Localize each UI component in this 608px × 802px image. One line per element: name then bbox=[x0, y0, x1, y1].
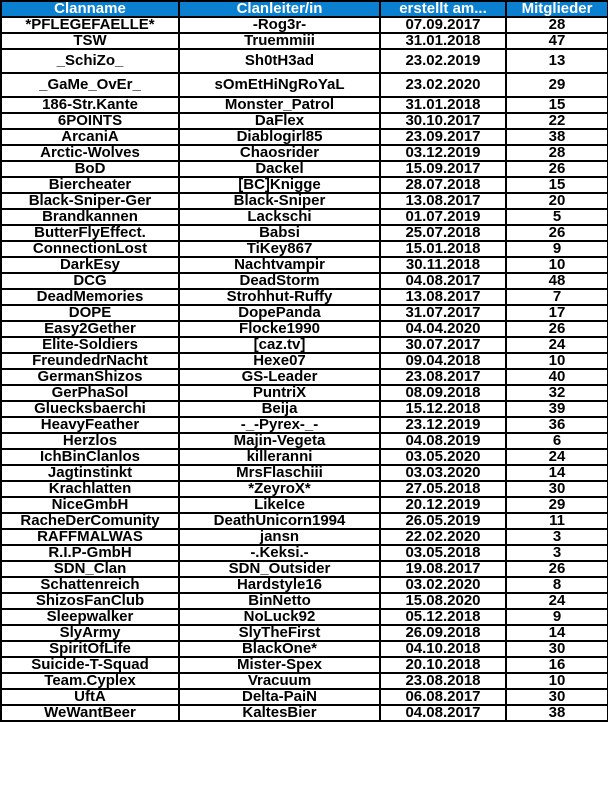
erstellt-cell: 03.05.2018 bbox=[380, 545, 506, 561]
mitglieder-cell: 36 bbox=[506, 417, 608, 433]
clanleiter-cell: KaltesBier bbox=[179, 705, 380, 721]
clanleiter-cell: killeranni bbox=[179, 449, 380, 465]
table-row bbox=[1, 385, 608, 401]
table-row bbox=[1, 465, 608, 481]
mitglieder-cell: 26 bbox=[506, 161, 608, 177]
erstellt-cell: 15.01.2018 bbox=[380, 241, 506, 257]
mitglieder-cell: 32 bbox=[506, 385, 608, 401]
table-row bbox=[1, 113, 608, 129]
erstellt-cell: 15.09.2017 bbox=[380, 161, 506, 177]
mitglieder-cell: 5 bbox=[506, 209, 608, 225]
clanleiter-cell: jansn bbox=[179, 529, 380, 545]
mitglieder-cell: 14 bbox=[506, 465, 608, 481]
table-row bbox=[1, 49, 608, 73]
mitglieder-cell: 30 bbox=[506, 641, 608, 657]
table-row bbox=[1, 17, 608, 33]
table-row bbox=[1, 273, 608, 289]
erstellt-cell: 09.04.2018 bbox=[380, 353, 506, 369]
mitglieder-cell: 28 bbox=[506, 17, 608, 33]
clanname-cell: RacheDerComunity bbox=[1, 513, 179, 529]
clanleiter-cell: SlyTheFirst bbox=[179, 625, 380, 641]
erstellt-cell: 28.07.2018 bbox=[380, 177, 506, 193]
erstellt-cell: 23.08.2018 bbox=[380, 673, 506, 689]
erstellt-cell: 23.12.2019 bbox=[380, 417, 506, 433]
header-clanname: Clanname bbox=[1, 1, 179, 17]
table-row bbox=[1, 353, 608, 369]
table-row bbox=[1, 177, 608, 193]
clanname-cell: SDN_Clan bbox=[1, 561, 179, 577]
mitglieder-cell: 10 bbox=[506, 353, 608, 369]
erstellt-cell: 04.10.2018 bbox=[380, 641, 506, 657]
table-row bbox=[1, 161, 608, 177]
clanname-cell: DOPE bbox=[1, 305, 179, 321]
mitglieder-cell: 22 bbox=[506, 113, 608, 129]
mitglieder-cell: 3 bbox=[506, 545, 608, 561]
mitglieder-cell: 47 bbox=[506, 33, 608, 49]
clanname-cell: NiceGmbH bbox=[1, 497, 179, 513]
erstellt-cell: 15.12.2018 bbox=[380, 401, 506, 417]
clanleiter-cell: -_-Pyrex-_- bbox=[179, 417, 380, 433]
clanleiter-cell: Dackel bbox=[179, 161, 380, 177]
table-row bbox=[1, 689, 608, 705]
clanname-cell: ConnectionLost bbox=[1, 241, 179, 257]
clanname-cell: DCG bbox=[1, 273, 179, 289]
table-row bbox=[1, 449, 608, 465]
clanleiter-cell: MrsFlaschiii bbox=[179, 465, 380, 481]
clanleiter-cell: Sh0tH3ad bbox=[179, 49, 380, 73]
header-row bbox=[1, 1, 608, 17]
clanleiter-cell: Hardstyle16 bbox=[179, 577, 380, 593]
erstellt-cell: 06.08.2017 bbox=[380, 689, 506, 705]
erstellt-cell: 20.12.2019 bbox=[380, 497, 506, 513]
erstellt-cell: 26.09.2018 bbox=[380, 625, 506, 641]
erstellt-cell: 04.08.2019 bbox=[380, 433, 506, 449]
erstellt-cell: 27.05.2018 bbox=[380, 481, 506, 497]
clanname-cell: ArcaniA bbox=[1, 129, 179, 145]
mitglieder-cell: 17 bbox=[506, 305, 608, 321]
table-row bbox=[1, 97, 608, 113]
erstellt-cell: 25.07.2018 bbox=[380, 225, 506, 241]
mitglieder-cell: 20 bbox=[506, 193, 608, 209]
mitglieder-cell: 29 bbox=[506, 497, 608, 513]
erstellt-cell: 30.07.2017 bbox=[380, 337, 506, 353]
clanleiter-cell: -.Keksi.- bbox=[179, 545, 380, 561]
table-row bbox=[1, 609, 608, 625]
erstellt-cell: 31.01.2018 bbox=[380, 97, 506, 113]
clanleiter-cell: LikeIce bbox=[179, 497, 380, 513]
mitglieder-cell: 10 bbox=[506, 257, 608, 273]
erstellt-cell: 04.04.2020 bbox=[380, 321, 506, 337]
clanname-cell: Gluecksbaerchi bbox=[1, 401, 179, 417]
clanleiter-cell: Babsi bbox=[179, 225, 380, 241]
clanname-cell: SpiritOfLife bbox=[1, 641, 179, 657]
mitglieder-cell: 14 bbox=[506, 625, 608, 641]
clanname-cell: Schattenreich bbox=[1, 577, 179, 593]
clanname-cell: _SchiZo_ bbox=[1, 49, 179, 73]
clanname-cell: ButterFlyEffect. bbox=[1, 225, 179, 241]
erstellt-cell: 03.12.2019 bbox=[380, 145, 506, 161]
erstellt-cell: 22.02.2020 bbox=[380, 529, 506, 545]
table-row bbox=[1, 73, 608, 97]
clanname-cell: 6POINTS bbox=[1, 113, 179, 129]
erstellt-cell: 04.08.2017 bbox=[380, 705, 506, 721]
mitglieder-cell: 38 bbox=[506, 129, 608, 145]
clanleiter-cell: DeadStorm bbox=[179, 273, 380, 289]
mitglieder-cell: 10 bbox=[506, 673, 608, 689]
header-mitglieder: Mitglieder bbox=[506, 1, 608, 17]
mitglieder-cell: 8 bbox=[506, 577, 608, 593]
erstellt-cell: 03.02.2020 bbox=[380, 577, 506, 593]
clanname-cell: Herzlos bbox=[1, 433, 179, 449]
erstellt-cell: 23.02.2020 bbox=[380, 73, 506, 97]
mitglieder-cell: 30 bbox=[506, 481, 608, 497]
table-row bbox=[1, 209, 608, 225]
clanleiter-cell: BinNetto bbox=[179, 593, 380, 609]
clanname-cell: SlyArmy bbox=[1, 625, 179, 641]
clanname-cell: *PFLEGEFAELLE* bbox=[1, 17, 179, 33]
erstellt-cell: 07.09.2017 bbox=[380, 17, 506, 33]
mitglieder-cell: 38 bbox=[506, 705, 608, 721]
erstellt-cell: 30.10.2017 bbox=[380, 113, 506, 129]
mitglieder-cell: 15 bbox=[506, 97, 608, 113]
table-row bbox=[1, 641, 608, 657]
clanname-cell: IchBinClanlos bbox=[1, 449, 179, 465]
mitglieder-cell: 24 bbox=[506, 337, 608, 353]
mitglieder-cell: 26 bbox=[506, 321, 608, 337]
clanname-cell: GerPhaSol bbox=[1, 385, 179, 401]
clanname-cell: DeadMemories bbox=[1, 289, 179, 305]
mitglieder-cell: 26 bbox=[506, 561, 608, 577]
mitglieder-cell: 24 bbox=[506, 449, 608, 465]
clanleiter-cell: sOmEtHiNgRoYaL bbox=[179, 73, 380, 97]
clanname-cell: DarkEsy bbox=[1, 257, 179, 273]
table-row bbox=[1, 561, 608, 577]
clanname-cell: Jagtinstinkt bbox=[1, 465, 179, 481]
erstellt-cell: 13.08.2017 bbox=[380, 193, 506, 209]
mitglieder-cell: 9 bbox=[506, 609, 608, 625]
erstellt-cell: 04.08.2017 bbox=[380, 273, 506, 289]
clanname-cell: WeWantBeer bbox=[1, 705, 179, 721]
clanname-cell: R.I.P-GmbH bbox=[1, 545, 179, 561]
table-row bbox=[1, 433, 608, 449]
clanname-cell: ShizosFanClub bbox=[1, 593, 179, 609]
erstellt-cell: 23.09.2017 bbox=[380, 129, 506, 145]
clanname-cell: Biercheater bbox=[1, 177, 179, 193]
table-row bbox=[1, 545, 608, 561]
table-row bbox=[1, 337, 608, 353]
clanleiter-cell: TiKey867 bbox=[179, 241, 380, 257]
erstellt-cell: 26.05.2019 bbox=[380, 513, 506, 529]
mitglieder-cell: 24 bbox=[506, 593, 608, 609]
clanleiter-cell: BlackOne* bbox=[179, 641, 380, 657]
clanname-cell: Brandkannen bbox=[1, 209, 179, 225]
clanname-cell: GermanShizos bbox=[1, 369, 179, 385]
table-body bbox=[1, 17, 608, 721]
clanname-cell: FreundedrNacht bbox=[1, 353, 179, 369]
erstellt-cell: 19.08.2017 bbox=[380, 561, 506, 577]
table-row bbox=[1, 305, 608, 321]
clanname-cell: Sleepwalker bbox=[1, 609, 179, 625]
clanname-cell: UftA bbox=[1, 689, 179, 705]
table-row bbox=[1, 529, 608, 545]
clanname-cell: BoD bbox=[1, 161, 179, 177]
table-row bbox=[1, 673, 608, 689]
mitglieder-cell: 29 bbox=[506, 73, 608, 97]
clanleiter-cell: [BC]Knigge bbox=[179, 177, 380, 193]
mitglieder-cell: 30 bbox=[506, 689, 608, 705]
clanleiter-cell: GS-Leader bbox=[179, 369, 380, 385]
table-row bbox=[1, 241, 608, 257]
clanleiter-cell: *ZeyroX* bbox=[179, 481, 380, 497]
table-row bbox=[1, 369, 608, 385]
table-row bbox=[1, 705, 608, 721]
clanname-cell: TSW bbox=[1, 33, 179, 49]
clanname-cell: Easy2Gether bbox=[1, 321, 179, 337]
table-row bbox=[1, 193, 608, 209]
clanname-cell: Black-Sniper-Ger bbox=[1, 193, 179, 209]
mitglieder-cell: 9 bbox=[506, 241, 608, 257]
clanname-cell: HeavyFeather bbox=[1, 417, 179, 433]
header-erstellt: erstellt am... bbox=[380, 1, 506, 17]
clanleiter-cell: SDN_Outsider bbox=[179, 561, 380, 577]
clanleiter-cell: Flocke1990 bbox=[179, 321, 380, 337]
table-row bbox=[1, 257, 608, 273]
mitglieder-cell: 7 bbox=[506, 289, 608, 305]
clanleiter-cell: Majin-Vegeta bbox=[179, 433, 380, 449]
table-row bbox=[1, 225, 608, 241]
clanleiter-cell: PuntriX bbox=[179, 385, 380, 401]
clanname-cell: RAFFMALWAS bbox=[1, 529, 179, 545]
table-row bbox=[1, 481, 608, 497]
erstellt-cell: 08.09.2018 bbox=[380, 385, 506, 401]
erstellt-cell: 13.08.2017 bbox=[380, 289, 506, 305]
erstellt-cell: 20.10.2018 bbox=[380, 657, 506, 673]
erstellt-cell: 01.07.2019 bbox=[380, 209, 506, 225]
mitglieder-cell: 28 bbox=[506, 145, 608, 161]
clanname-cell: Elite-Soldiers bbox=[1, 337, 179, 353]
table-row bbox=[1, 625, 608, 641]
table-row bbox=[1, 401, 608, 417]
clanleiter-cell: Monster_Patrol bbox=[179, 97, 380, 113]
mitglieder-cell: 11 bbox=[506, 513, 608, 529]
erstellt-cell: 15.08.2020 bbox=[380, 593, 506, 609]
mitglieder-cell: 39 bbox=[506, 401, 608, 417]
mitglieder-cell: 40 bbox=[506, 369, 608, 385]
table-row bbox=[1, 145, 608, 161]
clanleiter-cell: -Rog3r- bbox=[179, 17, 380, 33]
mitglieder-cell: 13 bbox=[506, 49, 608, 73]
clanleiter-cell: Nachtvampir bbox=[179, 257, 380, 273]
table-row bbox=[1, 321, 608, 337]
mitglieder-cell: 6 bbox=[506, 433, 608, 449]
mitglieder-cell: 48 bbox=[506, 273, 608, 289]
clanleiter-cell: Truemmiii bbox=[179, 33, 380, 49]
table-row bbox=[1, 129, 608, 145]
clanleiter-cell: DopePanda bbox=[179, 305, 380, 321]
clanleiter-cell: Hexe07 bbox=[179, 353, 380, 369]
erstellt-cell: 30.11.2018 bbox=[380, 257, 506, 273]
clanleiter-cell: DeathUnicorn1994 bbox=[179, 513, 380, 529]
clanleiter-cell: Delta-PaiN bbox=[179, 689, 380, 705]
header-clanleiter: Clanleiter/in bbox=[179, 1, 380, 17]
erstellt-cell: 23.08.2017 bbox=[380, 369, 506, 385]
clanname-cell: Suicide-T-Squad bbox=[1, 657, 179, 673]
erstellt-cell: 03.05.2020 bbox=[380, 449, 506, 465]
erstellt-cell: 31.07.2017 bbox=[380, 305, 506, 321]
table-row bbox=[1, 497, 608, 513]
clanname-cell: Arctic-Wolves bbox=[1, 145, 179, 161]
erstellt-cell: 03.03.2020 bbox=[380, 465, 506, 481]
clanname-cell: Krachlatten bbox=[1, 481, 179, 497]
table-row bbox=[1, 513, 608, 529]
mitglieder-cell: 16 bbox=[506, 657, 608, 673]
clanname-cell: 186-Str.Kante bbox=[1, 97, 179, 113]
table-row bbox=[1, 657, 608, 673]
table-row bbox=[1, 577, 608, 593]
erstellt-cell: 05.12.2018 bbox=[380, 609, 506, 625]
mitglieder-cell: 15 bbox=[506, 177, 608, 193]
clanleiter-cell: Black-Sniper bbox=[179, 193, 380, 209]
clanleiter-cell: Vracuum bbox=[179, 673, 380, 689]
mitglieder-cell: 3 bbox=[506, 529, 608, 545]
clanleiter-cell: Beija bbox=[179, 401, 380, 417]
clanname-cell: Team.Cyplex bbox=[1, 673, 179, 689]
erstellt-cell: 23.02.2019 bbox=[380, 49, 506, 73]
clanname-cell: _GaMe_OvEr_ bbox=[1, 73, 179, 97]
clanleiter-cell: Lackschi bbox=[179, 209, 380, 225]
mitglieder-cell: 26 bbox=[506, 225, 608, 241]
clanleiter-cell: Chaosrider bbox=[179, 145, 380, 161]
table-row bbox=[1, 417, 608, 433]
clanleiter-cell: Diablogirl85 bbox=[179, 129, 380, 145]
clanleiter-cell: Strohhut-Ruffy bbox=[179, 289, 380, 305]
table-row bbox=[1, 593, 608, 609]
clanleiter-cell: NoLuck92 bbox=[179, 609, 380, 625]
clanleiter-cell: DaFlex bbox=[179, 113, 380, 129]
clanleiter-cell: Mister-Spex bbox=[179, 657, 380, 673]
table-row bbox=[1, 33, 608, 49]
table-row bbox=[1, 289, 608, 305]
erstellt-cell: 31.01.2018 bbox=[380, 33, 506, 49]
clanleiter-cell: [caz.tv] bbox=[179, 337, 380, 353]
